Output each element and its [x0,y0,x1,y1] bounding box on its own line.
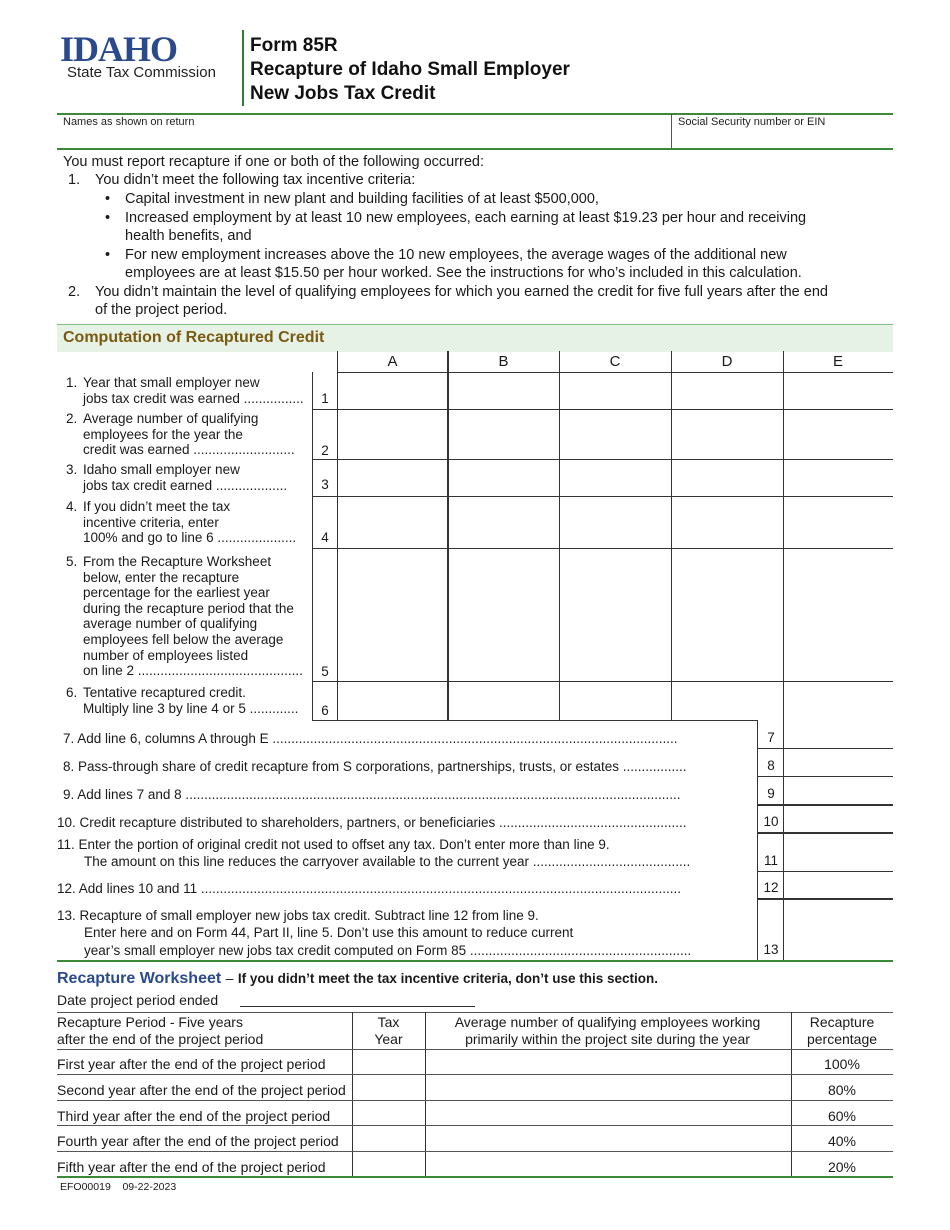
text-line: below, enter the recapture [83,569,240,585]
header-text: after the end of the project period [57,1031,264,1047]
text-line: during the recapture period that the [83,600,294,616]
column-header-a: A [387,353,398,370]
divider [57,1074,893,1075]
box-number: 4 [321,530,329,545]
header-text: Recapture [809,1014,875,1030]
text-line: incentive criteria, enter [83,514,219,530]
names-input[interactable] [57,128,671,148]
text-line: employees for the year the [83,426,243,442]
box-number: 3 [321,477,329,492]
bullet1: Capital investment in new plant and building facilities of at least $500,000, [125,191,599,207]
period-row: Fifth year after the end of the project period [57,1159,326,1175]
line-num: 8. [63,759,75,774]
line-label [83,499,296,546]
line-num: 12. [57,881,76,896]
divider [57,1012,893,1013]
text-line: Average number of qualifying [83,411,259,426]
box-number: 11 [763,853,778,868]
line-13 [57,907,539,924]
input-line-12[interactable] [784,872,893,898]
period-row: Third year after the end of the project period [57,1108,331,1124]
header-text: Average number of qualifying employees working [454,1014,761,1030]
text-line: on line 2 ............................................ [83,663,303,679]
divider [57,1049,893,1050]
bullet: • [105,191,111,207]
text-line: employees fell below the average [83,631,284,647]
grid-line [312,496,893,497]
period-row: First year after the end of the project period [57,1056,326,1072]
line-7 [63,730,677,747]
box-number: 6 [321,703,329,718]
line-num: 9. [63,787,75,802]
input-1a[interactable] [338,373,447,409]
line-num: 13. [57,908,76,923]
bullet3a: For new employment increases above the 10 new employees, the average wages of the additional new [125,247,787,263]
text-line: Year that small employer new [83,375,260,390]
names-label: Names as shown on return [63,116,195,128]
box-number: 2 [321,443,329,458]
line-text: Add lines 7 and 8 .................................................................................................................................... [77,787,681,802]
item-num: 1. [68,172,81,188]
line-text: Recapture of small employer new jobs tax credit. Subtract line 12 from line 9. [79,908,539,923]
bullet: • [105,210,111,226]
text-line: jobs tax credit was earned ................ [83,390,304,406]
date-label: Date project period ended [57,992,219,1008]
input-line-7[interactable] [784,721,893,748]
box-number: 8 [767,758,775,773]
header-text: Recapture Period - Five years [57,1014,243,1030]
section-title: Computation of Recaptured Credit [63,329,325,346]
worksheet-dash: – [225,970,234,986]
text-line: credit was earned ........................... [83,442,295,458]
form-number: Form 85R [250,35,338,56]
recapture-pct: 40% [827,1133,857,1149]
line-num: 6. [66,685,78,700]
text-line: jobs tax credit earned ................... [83,477,288,493]
box-number: 10 [763,814,779,829]
line-num: 4. [66,499,78,514]
grid-line [757,720,758,960]
line-num: 1. [66,375,78,390]
header-text: percentage [806,1031,878,1047]
period-row: Second year after the end of the project period [57,1082,346,1098]
input-line-13[interactable] [784,900,893,960]
form-title [250,34,570,106]
header-divider [242,30,244,106]
recapture-pct: 80% [827,1082,857,1098]
divider [57,148,893,150]
line-10 [57,814,687,831]
line-12 [57,880,681,897]
intro-lead: You must report recapture if one or both of the following occurred: [63,154,485,170]
bullet3b: employees are at least $15.50 per hour worked. See the instructions for who’s included in this calculation. [125,265,802,281]
worksheet-title: Recapture Worksheet [57,970,222,987]
box-number: 7 [767,730,775,745]
box-number: 1 [321,391,329,406]
input-line-10[interactable] [784,806,893,832]
worksheet-note: If you didn’t meet the tax incentive criteria, don’t use this section. [237,971,658,986]
grid-line [312,720,757,721]
header-text: primarily within the project site during the year [465,1031,750,1047]
line-num: 3. [66,462,78,477]
text-line: percentage for the earliest year [83,585,270,601]
line-label [83,554,303,679]
line-text: Credit recapture distributed to shareholders, partners, or beneficiaries .................................................. [79,815,687,830]
bullet2b: health benefits, and [125,228,252,244]
period-row: Fourth year after the end of the project period [57,1133,339,1149]
divider [57,1151,893,1152]
item-num: 2. [68,284,81,300]
input-line-8[interactable] [784,749,893,776]
line-num: 10. [57,815,76,830]
line-num: 2. [66,411,78,426]
box-number: 13 [763,942,779,957]
column-header-c: C [609,353,621,370]
form-title-line1: Recapture of Idaho Small Employer [250,59,570,80]
input-1c[interactable] [560,373,671,409]
line-label [83,685,298,716]
line-13-cont: year’s small employer new jobs tax credit computed on Form 85 ........................................................... [84,943,692,958]
line-num: 7. [63,731,75,746]
input-line-9[interactable] [784,777,893,804]
idaho-logo: IDAHO [60,29,178,69]
item2a: You didn’t maintain the level of qualifying employees for which you earned the credit for five full years after the end [95,284,828,300]
item2b: of the project period. [95,302,228,318]
input-line-11[interactable] [784,834,893,871]
divider [57,1125,893,1126]
text-line: number of employees listed [83,647,249,663]
column-header-e: E [832,353,843,370]
text-line: Multiply line 3 by line 4 or 5 ............. [83,700,299,716]
footer [60,1181,176,1193]
line-text: Add line 6, columns A through E ............................................................................................................ [77,731,678,746]
line-label [83,411,295,458]
grid-line [312,548,893,549]
column-header-b: B [498,353,509,370]
ssn-input[interactable] [672,128,892,148]
text-line: 100% and go to line 6 ..................... [83,530,297,546]
bullet2a: Increased employment by at least 10 new employees, each earning at least $19.23 per hour and receiving [125,210,807,226]
box-number: 9 [767,786,775,801]
input-1d[interactable] [672,373,783,409]
divider [57,1176,893,1178]
period-header [57,1014,263,1048]
line-11-cont: The amount on this line reduces the carryover available to the current year .......................................... [84,854,691,869]
divider [57,960,893,962]
ssn-label: Social Security number or EIN [678,116,826,128]
line-9 [63,786,680,803]
line-label [83,375,304,406]
text-line: average number of qualifying [83,616,258,632]
line-label [83,462,287,493]
logo-subtitle: State Tax Commission [67,64,216,81]
line-num: 11. [57,837,75,852]
grid-line [312,681,893,682]
divider [57,1100,893,1101]
form-code: EFO00019 [60,1181,111,1193]
grid-line [312,459,893,460]
date-input[interactable] [240,1006,475,1007]
recapture-pct: 100% [824,1056,860,1072]
recapture-pct: 60% [827,1108,857,1124]
divider [57,113,893,115]
item1: You didn’t meet the following tax incentive criteria: [95,172,416,188]
line-text: Enter the portion of original credit not used to offset any tax. Don’t enter more than line 9. [78,837,610,852]
text-line: From the Recapture Worksheet [83,554,272,569]
line-text: Add lines 10 and 11 ................................................................................................................................ [78,881,681,896]
input-1e[interactable] [784,373,893,409]
form-title-line2: New Jobs Tax Credit [250,83,436,104]
header-text: Tax [377,1014,400,1030]
box-number: 5 [321,664,329,679]
line-11 [57,836,610,853]
line-8 [63,758,687,775]
column-header-d: D [721,353,733,370]
text-line: Tentative recaptured credit. [83,685,246,700]
pct-header [792,1014,892,1048]
text-line: If you didn’t meet the tax [83,499,231,514]
bullet: • [105,247,111,263]
header-text: Year [374,1031,403,1047]
tax-year-header [352,1014,425,1048]
box-number: 12 [763,880,779,895]
line-num: 5. [66,554,78,569]
worksheet-header [57,970,658,988]
avg-header [425,1014,790,1048]
text-line: Idaho small employer new [83,462,240,477]
line-13-cont: Enter here and on Form 44, Part II, line 5. Don’t use this amount to reduce current [84,925,574,940]
grid-line [312,409,893,410]
line-text: Pass-through share of credit recapture from S corporations, partnerships, trusts, or estates ................. [78,759,687,774]
recapture-pct: 20% [827,1159,857,1175]
input-1b[interactable] [449,373,559,409]
form-date: 09-22-2023 [122,1181,177,1193]
